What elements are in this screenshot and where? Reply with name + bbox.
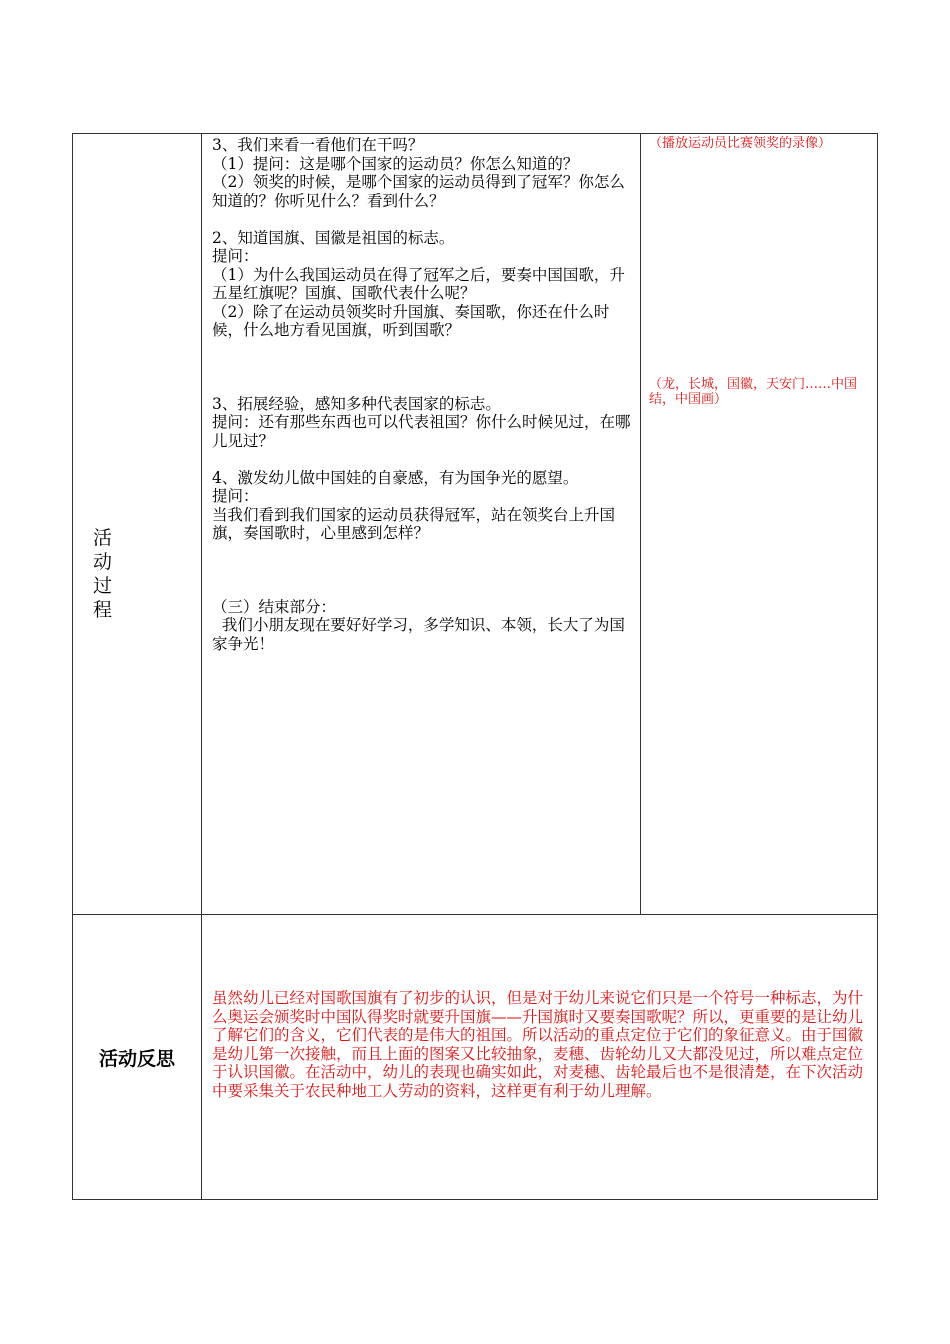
- process-line: 提问：: [212, 487, 259, 505]
- reflection-content-cell: [202, 915, 878, 1200]
- process-line: （2）除了在运动员领奖时升国旗、奏国歌，你还在什么时候，什么地方看见国旗，听到国歌？: [212, 302, 610, 339]
- process-row: [73, 134, 878, 915]
- process-label: [93, 526, 201, 622]
- process-line: 3、我们来看一看他们在干吗？: [212, 136, 424, 154]
- process-line: （2）领奖的时候，是哪个国家的运动员得到了冠军？你怎么知道的？你听见什么？看到什么？: [212, 173, 625, 210]
- reflection-text: 虽然幼儿已经对国歌国旗有了初步的认识，但是对于幼儿来说它们只是一个符号一种标志，为什么奥运会颁奖时中国队得奖时就要升国旗——升国旗时又要奏国歌呢？所以，更重要的是让幼儿了解它们的含义，它们代表的是伟大的祖国。所以活动的重点定位于它们的象征意义。由于国徽是幼儿第一次接触，而且上面的图案又比较抽象，麦穗、齿轮幼儿又大都没见过，所以难点定位于认识国徽。在活动中，幼儿的表现也确实如此，对麦穗、齿轮最后也不是很清楚，在下次活动中要采集关于农民种地工人劳动的资料，这样更有利于幼儿理解。: [212, 989, 864, 1100]
- process-label-cell: [73, 134, 202, 915]
- process-line: （1）为什么我国运动员在得了冠军之后，要奏中国国歌，升五星红旗呢？国旗、国歌代表什么呢？: [212, 265, 625, 302]
- note-symbols: （龙，长城，国徽，天安门……中国结，中国画）: [649, 377, 858, 407]
- note-video: （播放运动员比赛领奖的录像）: [649, 136, 832, 151]
- process-line: 3、拓展经验，感知多种代表国家的标志。: [212, 394, 501, 413]
- process-label-line1: 活 动: [93, 527, 135, 573]
- process-line: （1）提问：这是哪个国家的运动员？你怎么知道的？: [212, 154, 579, 173]
- process-label-line2: 过 程: [93, 575, 135, 621]
- process-notes-cell: [641, 134, 878, 915]
- lesson-plan-table: [72, 133, 878, 1200]
- process-line: （三）结束部分：: [212, 597, 337, 616]
- process-content-cell: [202, 134, 641, 915]
- process-line: 提问：还有那些东西也可以代表祖国？你什么时候见过，在哪儿见过？: [212, 413, 631, 450]
- reflection-label: 活动反思: [73, 915, 202, 1200]
- process-line: 4、激发幼儿做中国娃的自豪感，有为国争光的愿望。: [212, 468, 579, 487]
- process-line: 我们小朋友现在要好好学习，多学知识、本领，长大了为国家争光！: [212, 616, 625, 653]
- process-line: 提问：: [212, 247, 259, 265]
- process-line: 当我们看到我们国家的运动员获得冠军，站在领奖台上升国旗，奏国歌时，心里感到怎样？: [212, 505, 616, 542]
- process-line: 2、知道国旗、国徽是祖国的标志。: [212, 228, 455, 247]
- process-content: [202, 134, 640, 653]
- reflection-row: [73, 915, 878, 1200]
